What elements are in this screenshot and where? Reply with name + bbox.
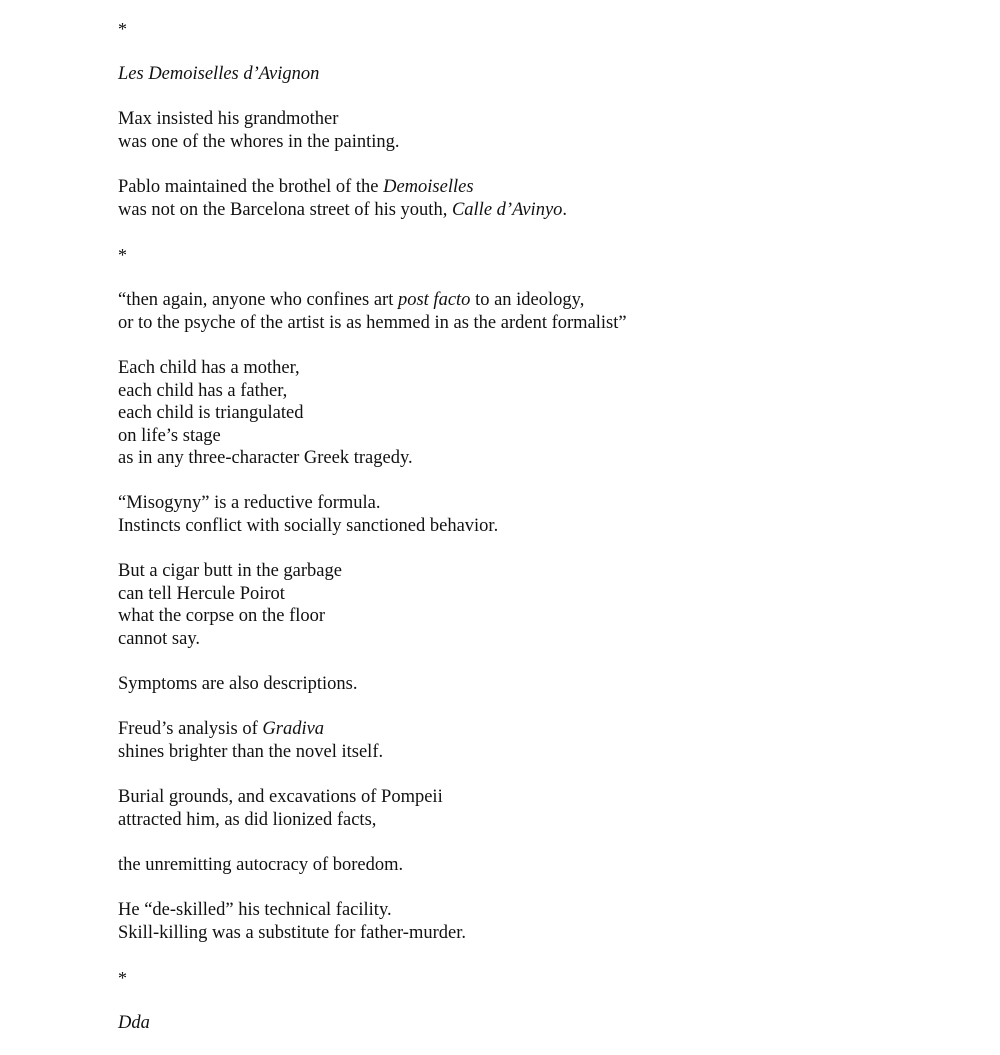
verse-text: . (562, 199, 568, 220)
poem-page (118, 18, 980, 1035)
verse-line: as in any three-character Greek tragedy. (118, 448, 413, 469)
verse-line: Max insisted his grandmother (118, 109, 339, 130)
quote-italic: post facto (397, 290, 471, 311)
verse-line: on life’s stage (118, 425, 221, 446)
verse-line: Burial grounds, and excavations of Pompeii (118, 787, 443, 808)
quote-line: or to the psyche of the artist is as hemmed in as the ardent formalist” (118, 312, 627, 333)
verse-line: each child has a father, (118, 380, 288, 401)
verse-line (118, 718, 980, 741)
section-title-text: Dda (118, 1013, 150, 1034)
verse-line (118, 199, 980, 222)
verse-line: shines brighter than the novel itself. (118, 742, 384, 762)
section-title-text: Les Demoiselles d’Avignon (118, 64, 320, 85)
verse-line: can tell Hercule Poirot (118, 583, 285, 604)
verse-line: Each child has a mother, (118, 357, 300, 378)
verse-line: was one of the whores in the painting. (118, 131, 400, 152)
verse-text: was not on the Barcelona street of his youth, (118, 199, 452, 220)
quote-line (118, 289, 980, 312)
verse-line (118, 176, 980, 199)
verse-line: “Misogyny” is a reductive formula. (118, 493, 381, 514)
verse-italic: Calle d’Avinyo (451, 199, 563, 220)
section-separator: * (118, 967, 127, 988)
verse-italic: Demoiselles (383, 177, 474, 198)
verse-line: attracted him, as did lionized facts, (118, 809, 377, 830)
verse-line: Instincts conflict with socially sanctioned behavior. (118, 516, 499, 537)
verse-line: He “de-skilled” his technical facility. (118, 900, 392, 921)
section-separator: * (118, 244, 127, 265)
verse-line: what the corpse on the floor (118, 606, 326, 627)
verse-italic: Gradiva (262, 719, 325, 740)
quote-text: to an ideology, (470, 290, 585, 311)
section-title (118, 1012, 980, 1035)
verse-line: cannot say. (118, 629, 201, 650)
quote-text: “then again, anyone who confines art (118, 290, 398, 311)
section-separator: * (118, 19, 127, 39)
section-title (118, 63, 980, 86)
verse-line: Skill-killing was a substitute for father-murder. (118, 922, 466, 943)
verse-line: each child is triangulated (118, 403, 304, 424)
verse-text: Freud’s analysis of (118, 719, 263, 740)
verse-text: Pablo maintained the brothel of the (118, 177, 384, 198)
verse-line: Symptoms are also descriptions. (118, 674, 358, 695)
verse-line: the unremitting autocracy of boredom. (118, 854, 404, 875)
verse-line: But a cigar butt in the garbage (118, 561, 342, 582)
